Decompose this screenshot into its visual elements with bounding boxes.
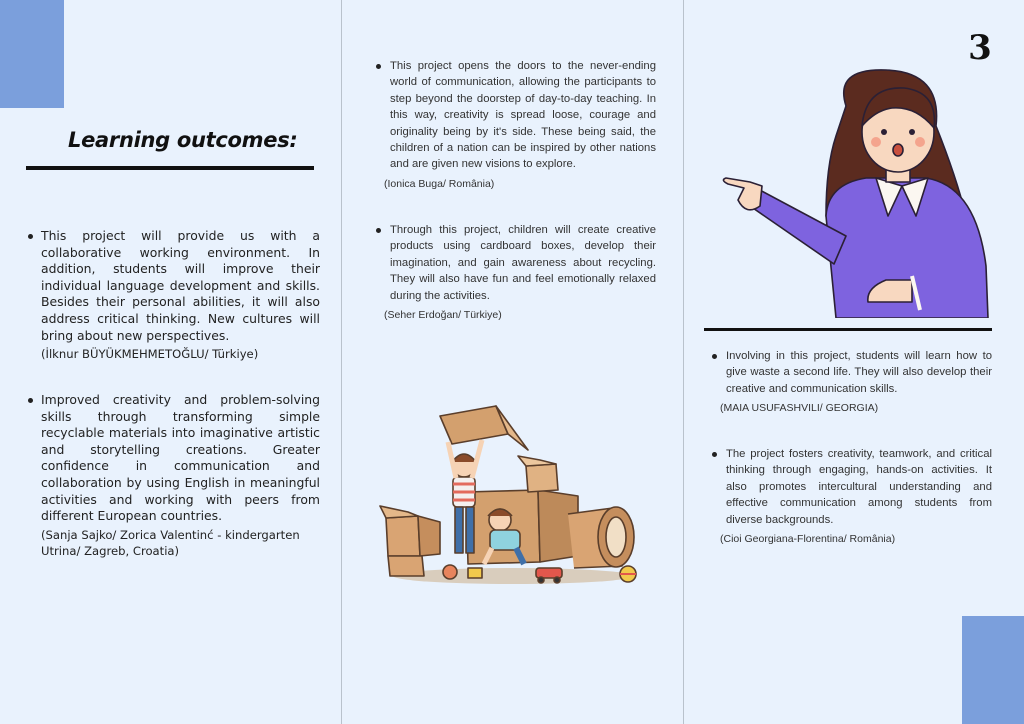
outcome-text: Improved creativity and problem-solving skills through transforming simple recyclable materials into imaginative artistic and storytelling creations. Greater confidence in communication and collaboration by using English in meaningful activities and working with peers from different European countries. — [41, 392, 320, 524]
outcome-item — [41, 392, 320, 560]
bullet-icon — [712, 354, 717, 359]
outcome-author: (İlknur BÜYÜKMEHMETOĞLU/ Türkiye) — [41, 347, 259, 362]
bullet-icon — [376, 228, 381, 233]
bullet-icon — [376, 64, 381, 69]
outcome-text: This project opens the doors to the never-ending world of communication, allowing the participants to step beyond the doorstep of day-to-day teaching. In this way, creativity is spread loose, courage and originality being by it's side. These being said, the children of a nation can be inspired by other nations and are given new visions to explore. — [390, 60, 656, 171]
corner-block-top-left — [0, 0, 64, 108]
outcome-author: (Sanja Sajko/ Zorica Valentinć - kindergarten Utrina/ Zagreb, Croatia) — [41, 527, 300, 559]
outcome-item — [720, 348, 992, 417]
outcome-author: (Seher Erdoğan/ Türkiye) — [384, 309, 502, 322]
bullet-icon — [28, 234, 33, 239]
kids-cardboard-illustration — [378, 404, 648, 589]
outcome-author: (Cioi Georgiana-Florentina/ România) — [720, 533, 896, 546]
pointing-teacher-illustration — [716, 66, 996, 318]
outcome-item — [720, 446, 992, 547]
outcome-author: (Ionica Buga/ România) — [384, 177, 495, 190]
outcome-text: Through this project, children will create creative products using cardboard boxes, develop their imagination, and gain awareness about recycling. They will also have fun and feel emotionally relaxed during the activities. — [390, 224, 656, 302]
page-title: Learning outcomes: — [68, 128, 298, 152]
bullet-icon — [28, 398, 33, 403]
outcome-author: (MAIA USUFASHVILI/ GEORGIA) — [720, 402, 879, 415]
outcome-text: Involving in this project, students will learn how to give waste a second life. They will also develop their creative and communication skills. — [726, 350, 992, 395]
outcome-item — [384, 222, 656, 323]
corner-block-bottom-right — [962, 616, 1024, 724]
column-divider-left — [341, 0, 342, 724]
section-divider-rule — [704, 328, 992, 331]
bullet-icon — [712, 452, 717, 457]
column-divider-right — [683, 0, 684, 724]
heading-underline — [26, 166, 314, 170]
outcome-item — [384, 58, 656, 192]
outcome-text: The project fosters creativity, teamwork, and critical thinking through engaging, hands-on activities. It also promotes intercultural understanding and effective communication among students from diverse backgrounds. — [726, 448, 992, 526]
page-number: 3 — [968, 28, 992, 68]
outcome-text: This project will provide us with a collaborative working environment. In addition, students will improve their individual language development and skills. Besides their personal abilities, it will also address critical thinking. New cultures will bring about new perspectives. — [41, 228, 320, 343]
outcome-item — [41, 228, 320, 363]
